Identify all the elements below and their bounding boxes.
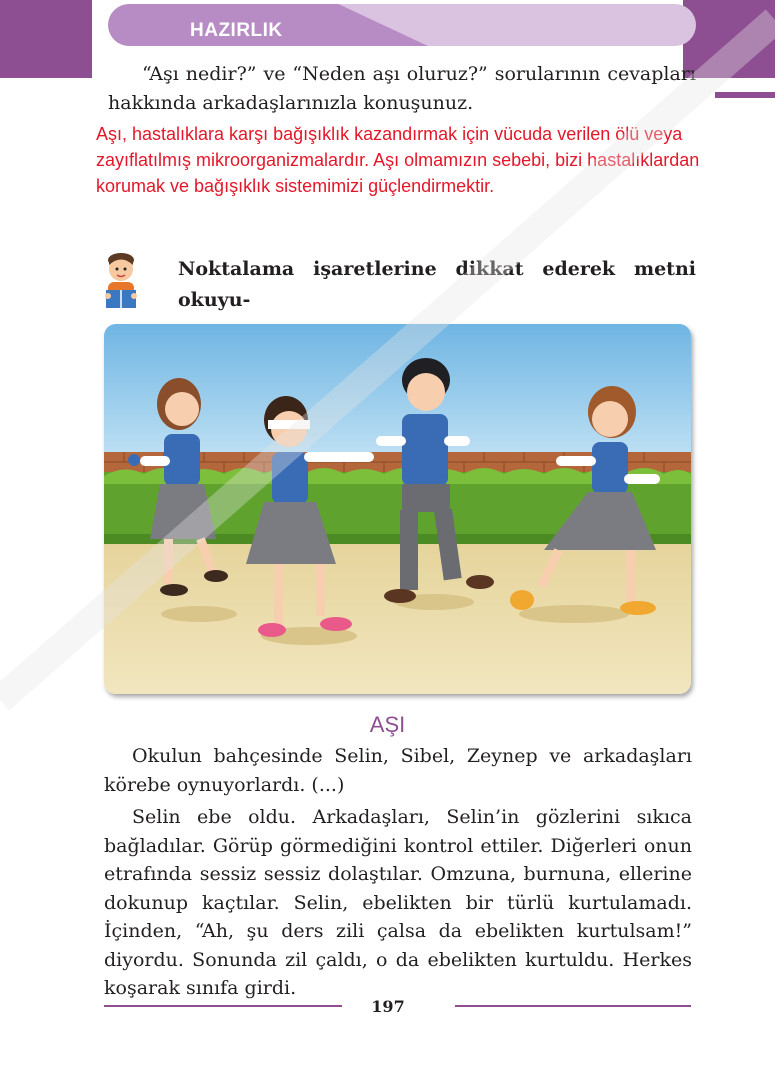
instruction-line-1: Noktalama işaretlerine dikkat ederek metni okuyu- [178, 258, 696, 311]
left-corner-bar [0, 0, 92, 78]
children-playing-illustration [104, 324, 691, 694]
footer-line-left [104, 1005, 342, 1007]
section-title: HAZIRLIK [190, 20, 283, 41]
footer-line-right [455, 1005, 691, 1007]
right-corner-bar [683, 0, 775, 78]
story-paragraph-2: Selin ebe oldu. Arkadaşları, Selin’in gözlerini sıkıca bağladılar. Görüp görmediğini kontrol ettiler. Diğerleri onun etrafında sessiz sessiz dolaştılar. Omzuna, burnuna, ellerine dokunup kaçtılar. Selin, ebelikten bir türlü kurtulamadı. İçinden, “Ah, şu ders zili çalsa da ebelikten kurtulsam!” diyordu. Sonunda zil çaldı, o da ebelikten kurtuldu. Herkes koşarak sınıfa girdi. [104, 806, 692, 999]
page-number: 197 [371, 997, 405, 1016]
prompt-line-2: hakkında arkadaşlarınızla konuşunuz. [108, 92, 474, 114]
discussion-prompt [108, 60, 696, 118]
prompt-line-1: “Aşı nedir?” ve “Neden aşı oluruz?” sorularının cevapları [142, 63, 696, 85]
story-title: AŞI [369, 712, 406, 737]
answer-text: Aşı, hastalıklara karşı bağışıklık kazandırmak için vücuda verilen ölü veya zayıflatılmış mikroorganizmalardır. Aşı olmamızın sebebi, bizi hastalıklardan korumak ve bağışıklık sistemimizi güçlendirmektir. [96, 124, 700, 196]
story-paragraph-1: Okulun bahçesinde Selin, Sibel, Zeynep ve arkadaşları körebe oynuyorlardı. (...) [104, 745, 692, 796]
story-body [104, 742, 692, 1003]
right-corner-line [715, 92, 775, 98]
